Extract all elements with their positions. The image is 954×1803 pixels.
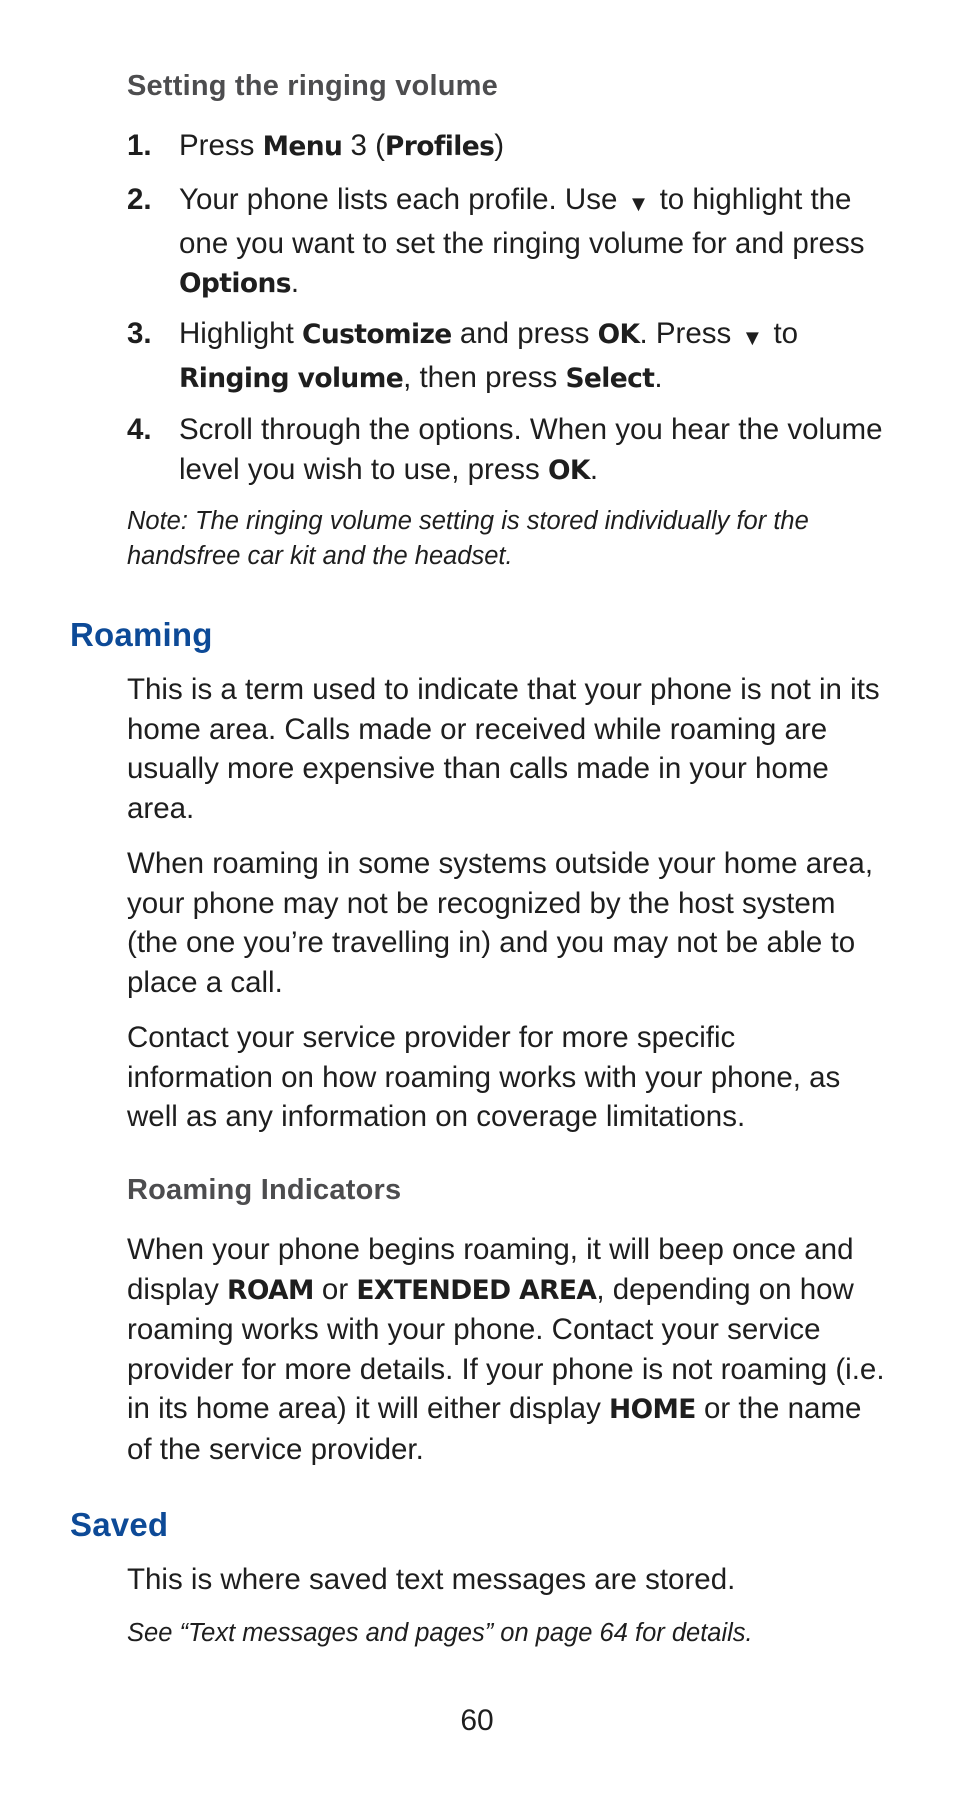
subheading-ringing-volume: Setting the ringing volume (127, 70, 498, 102)
step-2 (127, 180, 887, 304)
step-text: Your phone lists each profile. Use ▼ to highlight the one you want to set the ringing volume for and press Options. (179, 183, 865, 299)
key-options: Options (179, 268, 291, 299)
roaming-paragraph-3: Contact your service provider for more specific information on how roaming works with your phone, as well as any information on coverage limitations. (127, 1021, 841, 1133)
step-text: Scroll through the options. When you hear the volume level you wish to use, press OK. (179, 413, 883, 486)
subheading-roaming-indicators: Roaming Indicators (127, 1174, 402, 1206)
key-select: Select (565, 362, 655, 394)
step-text: Highlight Customize and press OK. Press ▼ to Ringing volume, then press Select. (179, 317, 799, 394)
key-ok: OK (597, 319, 640, 350)
display-roam: ROAM (227, 1274, 314, 1306)
roaming-indicators-paragraph: When your phone begins roaming, it will beep once and display ROAM or EXTENDED AREA, depending on how roaming works with your phone. Contact your service provider for more details. If your phone is not roaming (i.e. in its home area) it will either display HOME or the name of the service provider. (127, 1233, 885, 1466)
key-ok: OK (547, 454, 590, 486)
heading-roaming: Roaming (70, 616, 213, 653)
step-number: 2. (127, 183, 152, 216)
roaming-paragraph-1: This is a term used to indicate that your phone is not in its home area. Calls made or received while roaming are usually more expensive than calls made in your home area. (127, 673, 880, 825)
key-ringing-volume: Ringing volume (179, 362, 404, 394)
step-number: 3. (127, 317, 152, 350)
key-profiles: Profiles (384, 131, 495, 162)
page-number: 60 (460, 1704, 494, 1737)
roaming-paragraph-2: When roaming in some systems outside your home area, your phone may not be recognized by the host system (the one you’re travelling in) and you may not be able to place a call. (127, 847, 874, 999)
key-menu: Menu (262, 131, 343, 162)
display-extended-area: EXTENDED AREA (356, 1274, 597, 1306)
step-number: 1. (127, 129, 152, 162)
key-customize: Customize (301, 319, 452, 350)
step-4 (127, 410, 887, 490)
heading-saved: Saved (70, 1506, 169, 1543)
display-home: HOME (609, 1394, 696, 1425)
step-text: Press Menu 3 (Profiles) (179, 129, 505, 162)
down-arrow-icon: ▼ (741, 325, 764, 350)
step-3 (127, 314, 887, 398)
down-arrow-icon: ▼ (627, 191, 650, 216)
saved-note: See “Text messages and pages” on page 64 for details. (127, 1619, 753, 1647)
step-number: 4. (127, 413, 152, 446)
saved-paragraph: This is where saved text messages are stored. (127, 1563, 736, 1596)
note-ringing-volume: Note: The ringing volume setting is stored individually for the handsfree car kit and the headset. (127, 507, 809, 570)
step-1 (127, 126, 887, 167)
